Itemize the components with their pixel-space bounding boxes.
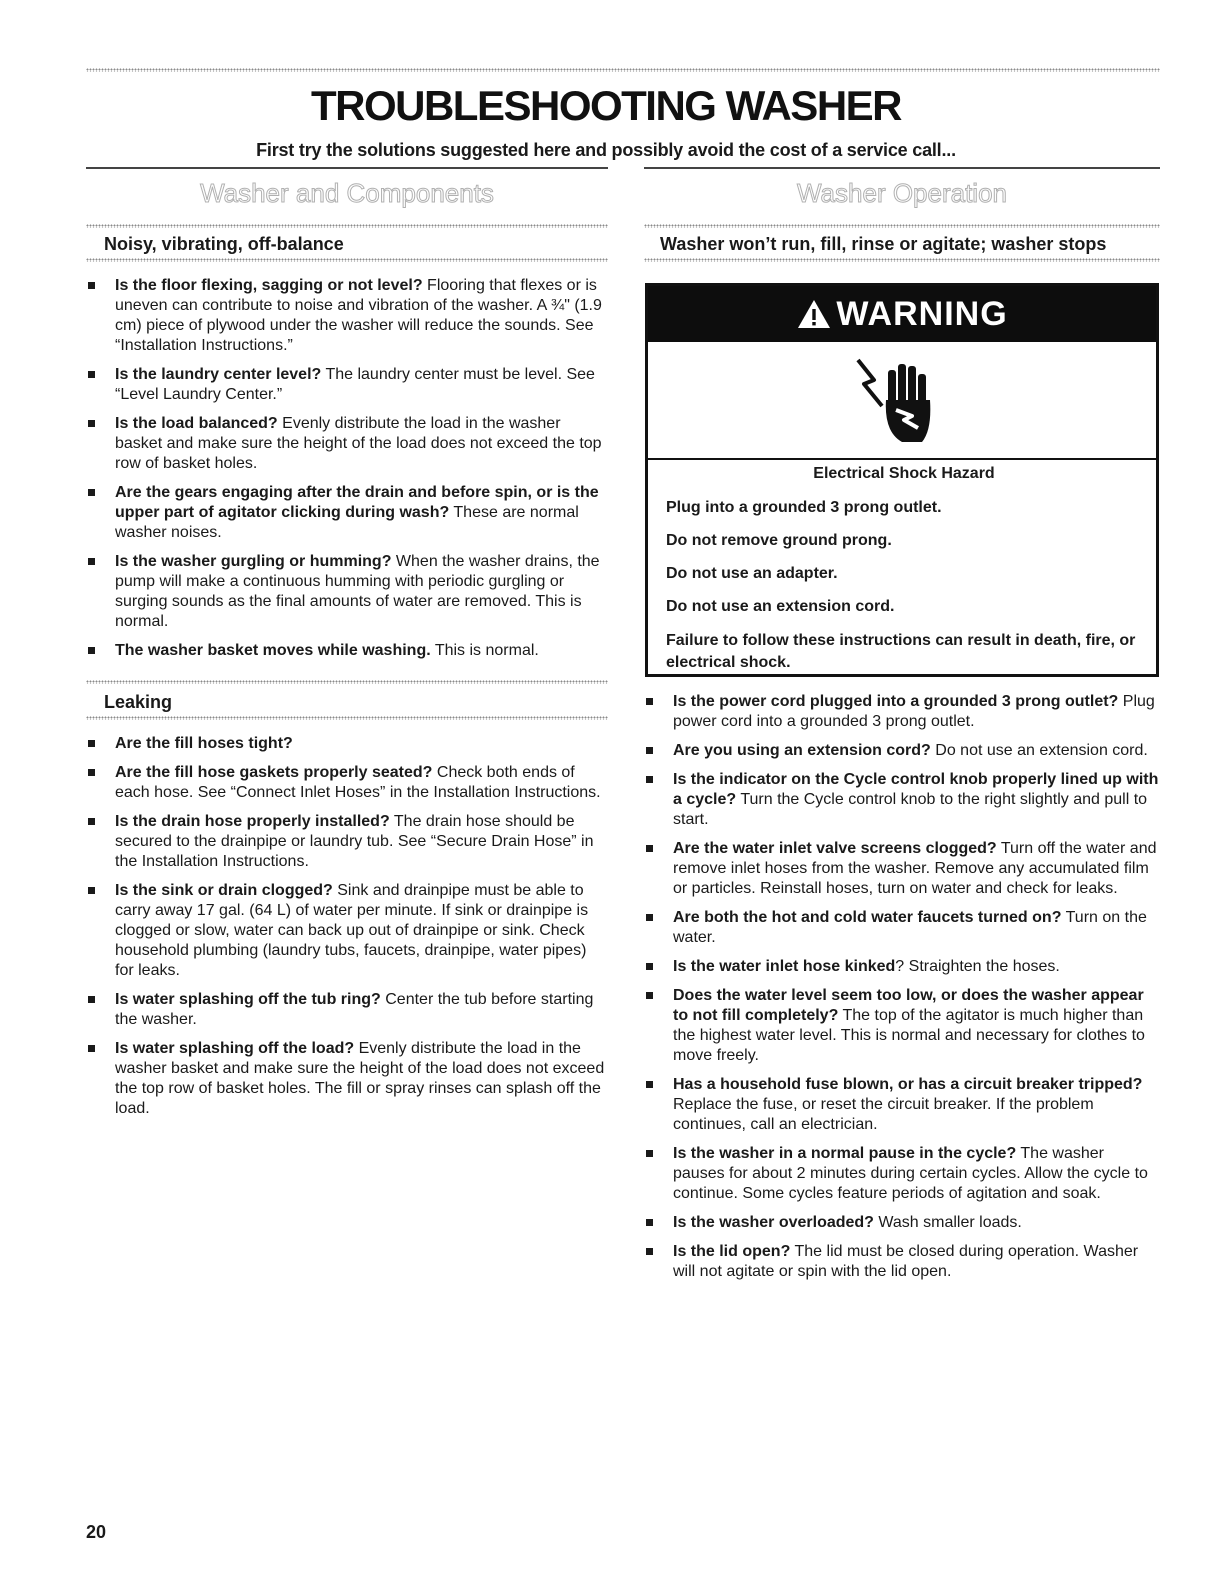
list-item (88, 365, 608, 405)
warning-box (645, 283, 1159, 677)
item-answer: Evenly distribute the load in the washer basket and make sure the height of the load does not exceed the top row of basket holes. (115, 415, 602, 472)
item-question: Does the water level seem too low, or does the washer appear to not fill completely? (673, 987, 1144, 1024)
warning-banner (648, 286, 1156, 342)
warning-line: Failure to follow these instructions can result in death, fire, or electrical shock. (666, 632, 1136, 671)
item-answer: Replace the fuse, or reset the circuit breaker. If the problem continues, call an electrician. (673, 1096, 1094, 1133)
warning-line: Do not use an extension cord. (666, 598, 895, 615)
item-question: Is water splashing off the load? (115, 1040, 355, 1057)
item-answer: Turn the Cycle control knob to the right slightly and pull to start. (673, 791, 1148, 828)
item-question: Is the water inlet hose kinked (673, 958, 896, 975)
list-item (646, 770, 1160, 830)
item-question: The washer basket moves while washing. (115, 642, 431, 659)
list-item (646, 1242, 1160, 1282)
item-question: Is the floor flexing, sagging or not level? (115, 277, 423, 294)
item-answer: The laundry center must be level. See “Level Laundry Center.” (115, 366, 595, 403)
leaking-bottom-rule (86, 716, 608, 720)
square-bullet-icon (646, 698, 653, 705)
item-answer: Check both ends of each hose. See “Connect Inlet Hoses” in the Installation Instructions. (115, 764, 601, 801)
square-bullet-icon (646, 1248, 653, 1255)
item-answer: Flooring that flexes or is uneven can contribute to noise and vibration of the washer. A ¾" (1.9 cm) piece of plywood under the washer will reduce the sounds. See “Installation Instructions.” (115, 277, 602, 354)
list-item (646, 1144, 1160, 1204)
noisy-bottom-rule (86, 258, 608, 262)
square-bullet-icon (646, 1219, 653, 1226)
square-bullet-icon (88, 647, 95, 654)
item-answer: When the washer drains, the pump will make a continuous humming with periodic gurgling or surging sounds as the final amounts of water are removed. This is normal. (115, 553, 600, 630)
square-bullet-icon (646, 992, 653, 999)
item-answer: Center the tub before starting the washer. (115, 991, 594, 1028)
section-title-operation: Washer Operation (796, 178, 1008, 208)
square-bullet-icon (88, 769, 95, 776)
list-item (88, 414, 608, 474)
item-question: Is the load balanced? (115, 415, 278, 432)
list-item (88, 881, 608, 981)
item-question: Is the indicator on the Cycle control knob properly lined up with a cycle? (673, 771, 1159, 808)
item-answer: Wash smaller loads. (873, 1214, 1022, 1231)
square-bullet-icon (88, 887, 95, 894)
square-bullet-icon (88, 558, 95, 565)
list-item (646, 986, 1160, 1066)
noisy-heading: Noisy, vibrating, off-balance (104, 234, 344, 254)
item-question: Is the lid open? (673, 1243, 791, 1260)
item-question: Are both the hot and cold water faucets turned on? (673, 909, 1062, 926)
warning-line: Do not remove ground prong. (666, 532, 892, 549)
item-answer: These are normal washer noises. (115, 504, 579, 541)
list-item (646, 839, 1160, 899)
square-bullet-icon (646, 1150, 653, 1157)
square-bullet-icon (646, 963, 653, 970)
item-answer: Sink and drainpipe must be able to carry away 17 gal. (64 L) of water per minute. If sink or drainpipe is clogged or slow, water can back up out of drainpipe or sink. Check household plumbing (laundry tubs, faucets, drainpipe, water pipes) for leaks. (115, 882, 589, 979)
warning-text (666, 464, 1142, 687)
section-title-components: Washer and Components (200, 178, 494, 208)
item-question: Are the fill hose gaskets properly seated? (115, 764, 433, 781)
list-item (88, 812, 608, 872)
item-question: Is the washer gurgling or humming? (115, 553, 392, 570)
leaking-top-rule (86, 680, 608, 684)
item-answer: ? Straighten the hoses. (895, 958, 1060, 975)
item-answer: The drain hose should be secured to the drainpipe or laundry tub. See “Secure Drain Hose” in the Installation Instructions. (115, 813, 594, 870)
hazard-title: Electrical Shock Hazard (813, 465, 995, 482)
operation-bottom-rule (644, 258, 1160, 262)
list-item (88, 763, 608, 803)
page-title: TROUBLESHOOTING WASHER (310, 82, 901, 129)
warning-line: Do not use an adapter. (666, 565, 838, 582)
list-item (88, 734, 608, 754)
list-item (88, 1039, 608, 1119)
list-item (88, 641, 608, 661)
item-question: Is the sink or drain clogged? (115, 882, 333, 899)
list-item (646, 741, 1160, 761)
item-question: Is the washer overloaded? (673, 1214, 874, 1231)
item-answer: The lid must be closed during operation. Washer will not agitate or spin with the lid open. (673, 1243, 1139, 1280)
page-subtitle: First try the solutions suggested here and possibly avoid the cost of a service call... (256, 140, 956, 160)
square-bullet-icon (88, 818, 95, 825)
right-section-rule (644, 167, 1160, 169)
page-number: 20 (86, 1522, 107, 1542)
noisy-list (88, 276, 608, 670)
item-question: Are you using an extension cord? (673, 742, 931, 759)
list-item (88, 483, 608, 543)
item-answer: Evenly distribute the load in the washer basket and make sure the height of the load does not exceed the top row of basket holes. The fill or spray rinses can splash off the load. (115, 1040, 605, 1117)
item-question: Is the power cord plugged into a grounded 3 prong outlet? (673, 693, 1119, 710)
square-bullet-icon (646, 1081, 653, 1088)
item-answer: Do not use an extension cord. (930, 742, 1148, 759)
item-answer: Turn on the water. (673, 909, 1147, 946)
item-question: Has a household fuse blown, or has a circuit breaker tripped? (673, 1076, 1143, 1093)
square-bullet-icon (88, 371, 95, 378)
square-bullet-icon (88, 996, 95, 1003)
warning-line: Plug into a grounded 3 prong outlet. (666, 499, 942, 516)
list-item (88, 552, 608, 632)
item-answer: Plug power cord into a grounded 3 prong outlet. (673, 693, 1155, 730)
list-item (88, 276, 608, 356)
item-answer: This is normal. (430, 642, 539, 659)
item-question: Is the drain hose properly installed? (115, 813, 390, 830)
square-bullet-icon (646, 845, 653, 852)
operation-top-rule (644, 224, 1160, 228)
square-bullet-icon (646, 747, 653, 754)
square-bullet-icon (88, 740, 95, 747)
leaking-heading: Leaking (104, 692, 173, 712)
square-bullet-icon (646, 914, 653, 921)
item-question: Are the water inlet valve screens clogged? (673, 840, 997, 857)
top-dotted-rule (86, 68, 1160, 72)
operation-heading: Washer won’t run, fill, rinse or agitate; washer stops (660, 234, 1107, 254)
list-item (88, 990, 608, 1030)
item-question: Is water splashing off the tub ring? (115, 991, 381, 1008)
square-bullet-icon (88, 282, 95, 289)
item-answer: The top of the agitator is much higher than the highest water level. This is normal and necessary for clothes to move freely. (673, 1007, 1145, 1064)
square-bullet-icon (646, 776, 653, 783)
square-bullet-icon (88, 489, 95, 496)
list-item (646, 1213, 1160, 1233)
item-question: Are the fill hoses tight? (115, 735, 293, 752)
item-question: Are the gears engaging after the drain and before spin, or is the upper part of agitator clicking during wash? (115, 484, 599, 521)
list-item (646, 957, 1160, 977)
list-item (646, 908, 1160, 948)
item-answer: The washer pauses for about 2 minutes during certain cycles. Allow the cycle to continue. Some cycles feature periods of agitation and soak. (673, 1145, 1148, 1202)
item-question: Is the washer in a normal pause in the cycle? (673, 1145, 1017, 1162)
list-item (646, 692, 1160, 732)
hazard-symbol-area (648, 342, 1156, 460)
item-answer: Turn off the water and remove inlet hoses from the washer. Remove any accumulated film or particles. Reinstall hoses, turn on water and check for leaks. (673, 840, 1157, 897)
noisy-top-rule (86, 224, 608, 228)
electric-shock-hand-icon (852, 350, 952, 450)
square-bullet-icon (88, 1045, 95, 1052)
square-bullet-icon (88, 420, 95, 427)
left-section-rule (86, 167, 608, 169)
list-item (646, 1075, 1160, 1135)
operation-list (646, 692, 1160, 1291)
warning-triangle-icon (796, 298, 832, 330)
item-question: Is the laundry center level? (115, 366, 322, 383)
warning-banner-text: WARNING (836, 294, 1008, 333)
leaking-list (88, 734, 608, 1128)
